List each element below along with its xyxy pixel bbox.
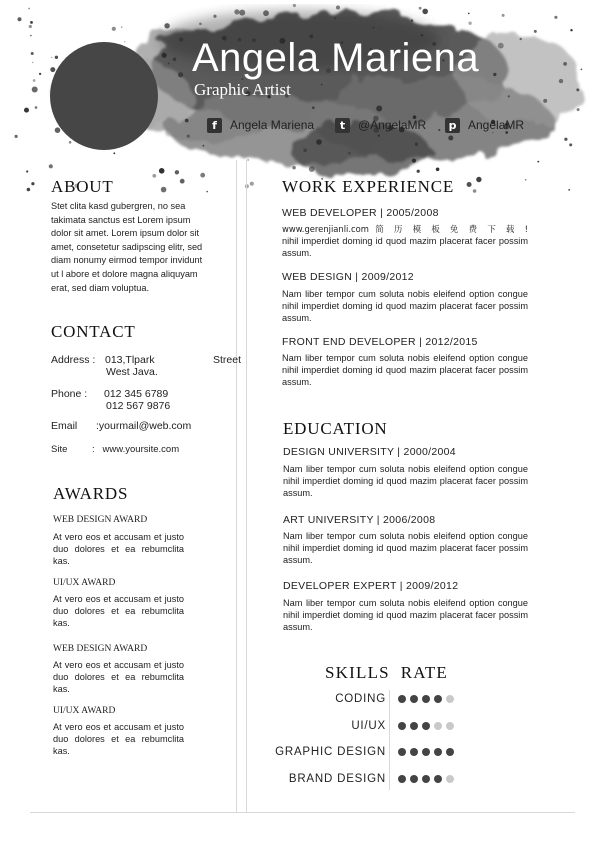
award-line: duo dolores et ea rebumclita bbox=[53, 734, 184, 744]
education-line: assum. bbox=[283, 488, 313, 498]
work-line: assum. bbox=[282, 313, 312, 323]
about-text: Stet clita kasd gubergren, no sea takimata sanctus est Lorem ipsum dolor sit amet. Lorem ipsum dolor sit amet, consetetur sadipscing elitr, sed diam nonumy eirmod tempor invidunt ut l abore et dolore magna aliquyam erat, sed diam voluptua. bbox=[51, 201, 203, 293]
rating-dot-filled bbox=[410, 748, 418, 756]
education-line: nihil imperdiet doming id quod mazim placerat facer possim bbox=[283, 476, 528, 486]
site-label: Site bbox=[51, 444, 68, 455]
work-line: www.gerenjianli.com 简 历 模 板 免 费 下 载 ! bbox=[282, 224, 528, 234]
rating-dot-filled bbox=[434, 695, 442, 703]
education-title: DEVELOPER EXPERT | 2009/2012 bbox=[283, 580, 459, 592]
address-line2: West Java. bbox=[106, 366, 158, 378]
email-value[interactable]: :yourmail@web.com bbox=[96, 420, 192, 432]
rating-dot-filled bbox=[398, 722, 406, 730]
education-line: Nam liber tempor cum soluta nobis eleifend option congue bbox=[283, 598, 528, 608]
about-heading: ABOUT bbox=[51, 177, 114, 196]
profile-photo bbox=[50, 42, 158, 150]
address-label: Address : bbox=[51, 354, 96, 366]
facebook-icon: f bbox=[207, 118, 222, 133]
skills-heading: SKILLS RATE bbox=[325, 663, 449, 682]
work-line: assum. bbox=[282, 248, 312, 258]
education-line: assum. bbox=[283, 622, 313, 632]
work-title: WEB DESIGN | 2009/2012 bbox=[282, 271, 414, 283]
contact-heading: CONTACT bbox=[51, 322, 136, 341]
rating-dot-empty bbox=[446, 695, 454, 703]
skill-name: BRAND DESIGN bbox=[288, 773, 386, 785]
award-title: WEB DESIGN AWARD bbox=[53, 644, 148, 654]
rating-dot-filled bbox=[410, 695, 418, 703]
work-line: assum. bbox=[282, 377, 312, 387]
award-line: kas. bbox=[53, 684, 70, 694]
rating-dot-filled bbox=[410, 775, 418, 783]
work-title: WEB DEVELOPER | 2005/2008 bbox=[282, 207, 439, 219]
skill-rating bbox=[398, 722, 454, 730]
award-title: UI/UX AWARD bbox=[53, 578, 116, 588]
skill-name: GRAPHIC DESIGN bbox=[275, 746, 386, 758]
rating-dot-filled bbox=[398, 748, 406, 756]
education-title: DESIGN UNIVERSITY | 2000/2004 bbox=[283, 446, 456, 458]
education-line: nihil imperdiet doming id quod mazim placerat facer possim bbox=[283, 610, 528, 620]
award-title: UI/UX AWARD bbox=[53, 706, 116, 716]
rating-dot-filled bbox=[434, 748, 442, 756]
work-line: nihil imperdiet doming id quod mazim placerat facer possim bbox=[282, 301, 528, 311]
skill-rating bbox=[398, 695, 454, 703]
rating-dot-filled bbox=[422, 695, 430, 703]
education-line: assum. bbox=[283, 555, 313, 565]
work-line: Nam liber tempor cum soluta nobis eleifend option congue bbox=[282, 353, 528, 363]
phone-label: Phone : bbox=[51, 388, 88, 400]
skill-rating bbox=[398, 748, 454, 756]
education-line: nihil imperdiet doming id quod mazim placerat facer possim bbox=[283, 543, 528, 553]
rating-dot-empty bbox=[446, 722, 454, 730]
rating-dot-filled bbox=[398, 695, 406, 703]
rating-dot-filled bbox=[446, 748, 454, 756]
education-line: Nam liber tempor cum soluta nobis eleifend option congue bbox=[283, 531, 528, 541]
rating-dot-filled bbox=[422, 722, 430, 730]
rating-dot-empty bbox=[446, 775, 454, 783]
rating-dot-filled bbox=[410, 722, 418, 730]
award-title: WEB DESIGN AWARD bbox=[53, 515, 148, 525]
work-experience-heading: WORK EXPERIENCE bbox=[282, 177, 455, 196]
skill-rating bbox=[398, 775, 454, 783]
work-line: nihil imperdiet doming id quod mazim placerat facer possim bbox=[282, 365, 528, 375]
award-line: At vero eos et accusam et justo bbox=[53, 660, 184, 670]
phone-primary: 012 345 6789 bbox=[104, 388, 169, 400]
social-facebook[interactable] bbox=[207, 116, 314, 134]
column-divider bbox=[246, 160, 247, 812]
contact-phone bbox=[51, 388, 169, 400]
award-line: duo dolores et ea rebumclita bbox=[53, 606, 184, 616]
contact-site bbox=[51, 444, 180, 455]
skill-name: UI/UX bbox=[351, 720, 386, 732]
social-pinterest[interactable] bbox=[445, 116, 524, 134]
facebook-label: Angela Mariena bbox=[230, 118, 315, 132]
work-title: FRONT END DEVELOPER | 2012/2015 bbox=[282, 336, 478, 348]
education-title: ART UNIVERSITY | 2006/2008 bbox=[283, 514, 436, 526]
pinterest-label: AngelaMR bbox=[468, 118, 525, 132]
awards-heading: AWARDS bbox=[53, 484, 129, 503]
pinterest-icon: p bbox=[445, 118, 460, 133]
education-heading: EDUCATION bbox=[283, 419, 388, 438]
rating-dot-filled bbox=[434, 775, 442, 783]
award-line: At vero eos et accusam et justo bbox=[53, 722, 184, 732]
site-value[interactable]: : www.yoursite.com bbox=[92, 444, 180, 455]
job-title: Graphic Artist bbox=[194, 80, 291, 99]
email-label: Email bbox=[51, 420, 78, 432]
education-line: Nam liber tempor cum soluta nobis eleifend option congue bbox=[283, 464, 528, 474]
phone-secondary: 012 567 9876 bbox=[106, 400, 171, 412]
skills-divider bbox=[389, 690, 390, 790]
work-line: Nam liber tempor cum soluta nobis eleifend option congue bbox=[282, 289, 528, 299]
award-line: kas. bbox=[53, 746, 70, 756]
award-line: At vero eos et accusam et justo bbox=[53, 594, 184, 604]
rating-dot-filled bbox=[422, 775, 430, 783]
rating-dot-empty bbox=[434, 722, 442, 730]
twitter-label: @AngelaMR bbox=[358, 118, 427, 132]
rating-dot-filled bbox=[398, 775, 406, 783]
contact-address bbox=[51, 354, 241, 366]
rating-dot-filled bbox=[422, 748, 430, 756]
work-line: nihil imperdiet doming id quod mazim placerat facer possim bbox=[282, 236, 528, 246]
skill-name: CODING bbox=[335, 693, 386, 705]
bottom-rule bbox=[30, 812, 575, 813]
award-line: kas. bbox=[53, 556, 70, 566]
social-twitter[interactable] bbox=[335, 116, 426, 134]
award-line: duo dolores et ea rebumclita bbox=[53, 672, 184, 682]
contact-email bbox=[51, 420, 192, 432]
column-divider bbox=[236, 160, 237, 812]
twitter-icon: t bbox=[335, 118, 350, 133]
award-line: duo dolores et ea rebumclita bbox=[53, 544, 184, 554]
award-line: kas. bbox=[53, 618, 70, 628]
person-name: Angela Mariena bbox=[192, 36, 480, 80]
award-line: At vero eos et accusam et justo bbox=[53, 532, 184, 542]
address-line1: 013,Tlpark Street bbox=[105, 354, 241, 366]
